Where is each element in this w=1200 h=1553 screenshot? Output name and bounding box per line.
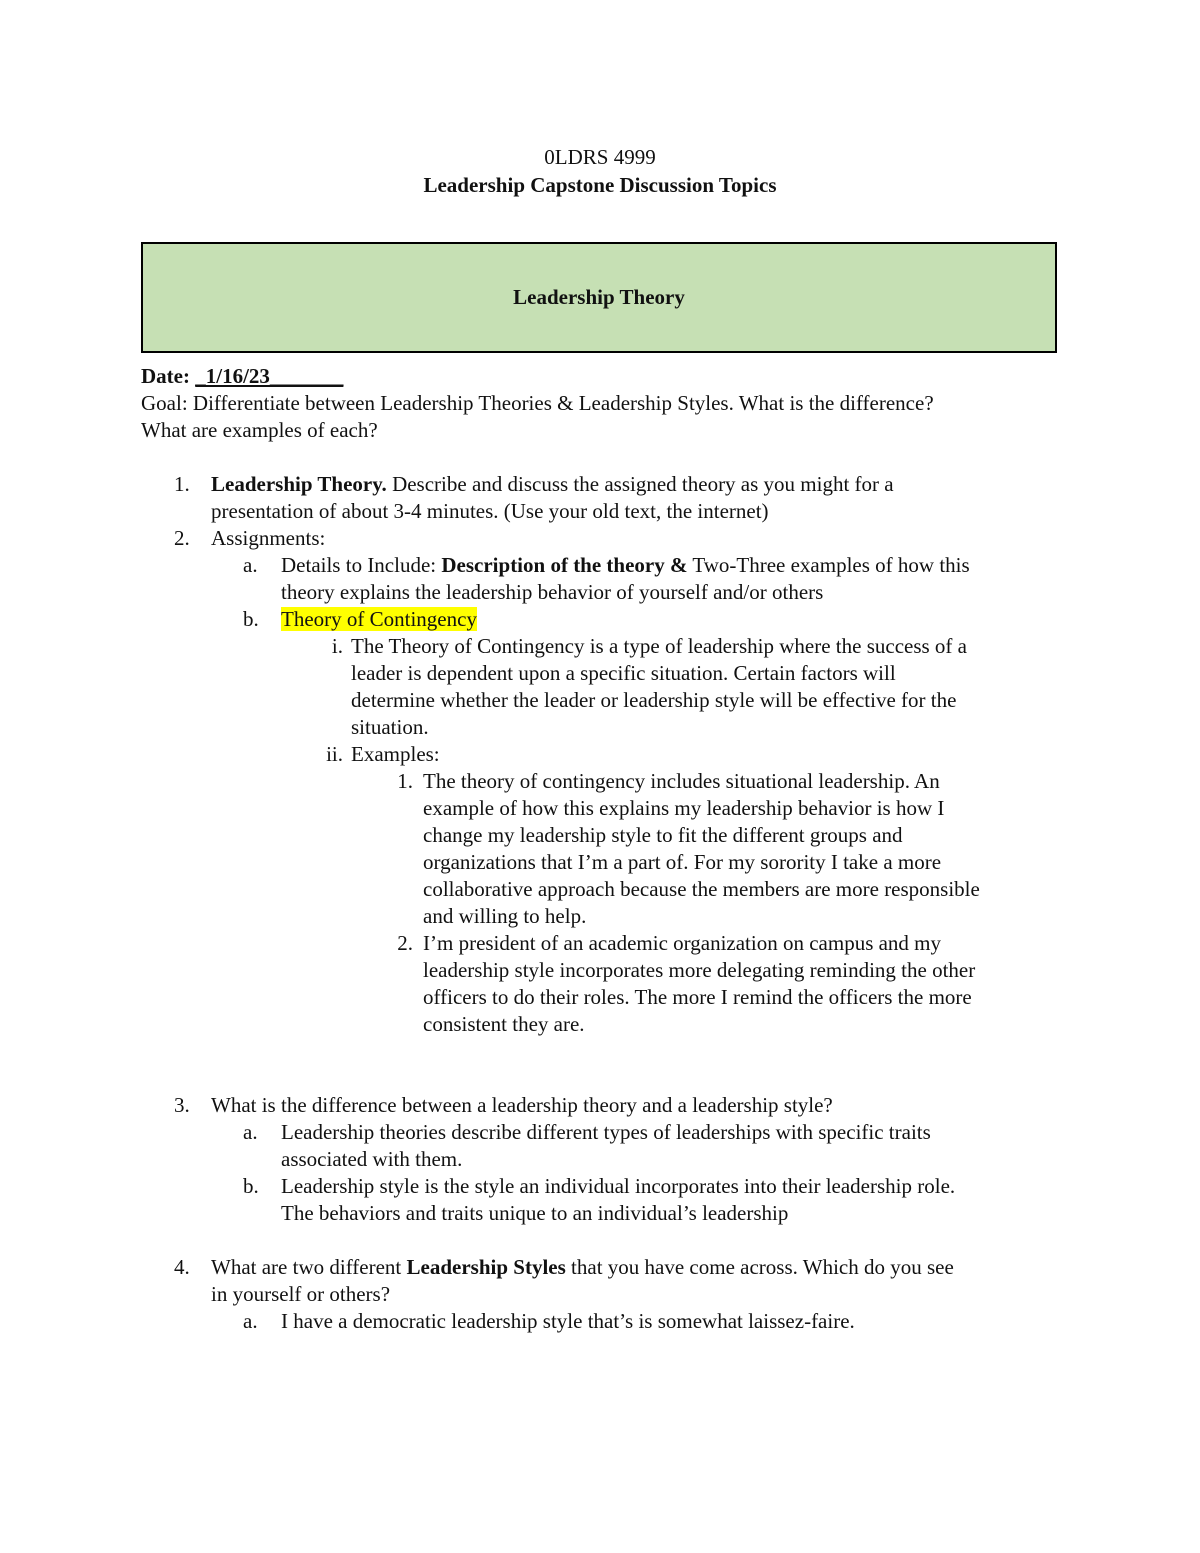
sub-item-2b xyxy=(243,606,1061,1038)
document-body xyxy=(141,363,1061,1335)
section-banner-title: Leadership Theory xyxy=(513,285,685,309)
sub-item-3a xyxy=(243,1119,1061,1173)
item-4-rest: that you have come across. Which do you see xyxy=(565,1255,954,1279)
section-banner xyxy=(141,242,1057,353)
list-marker: i. xyxy=(331,634,343,658)
text-line: consistent they are. xyxy=(423,1012,585,1036)
text-line: change my leadership style to fit the different groups and xyxy=(423,823,903,847)
item-1-text-line-2: presentation of about 3-4 minutes. (Use your old text, the internet) xyxy=(211,499,769,523)
list-item-3 xyxy=(174,1092,1061,1227)
list-marker: b. xyxy=(243,1174,259,1198)
date-value: _1/16/23_______ xyxy=(195,364,344,388)
list-marker: 2. xyxy=(174,526,190,550)
text-line: leadership style incorporates more delegating reminding the other xyxy=(423,958,976,982)
list-marker: 3. xyxy=(174,1093,190,1117)
list-marker: b. xyxy=(243,607,259,631)
sub-item-2a-line-2: theory explains the leadership behavior of yourself and/or others xyxy=(281,580,824,604)
sub-item-2a-bold: Description of the theory & xyxy=(441,553,688,577)
list-marker: 1. xyxy=(397,769,413,793)
sub-item-2a-prefix: Details to Include: xyxy=(281,553,442,577)
item-4-line-2: in yourself or others? xyxy=(211,1282,391,1306)
topic-list xyxy=(174,471,1061,1335)
list-marker: a. xyxy=(243,553,258,577)
example-2 xyxy=(397,930,1061,1038)
date-line xyxy=(141,363,1061,390)
text-line: The behaviors and traits unique to an individual’s leadership xyxy=(281,1201,789,1225)
list-item-2 xyxy=(174,525,1061,1038)
examples-label: Examples: xyxy=(351,742,440,766)
list-marker: 2. xyxy=(397,931,413,955)
course-code: 0LDRS 4999 xyxy=(544,145,656,169)
list-item-1 xyxy=(174,471,1061,525)
sub-item-2b-i xyxy=(331,633,1061,741)
text-line: Leadership style is the style an individual incorporates into their leadership role. xyxy=(281,1174,956,1198)
document-title: Leadership Capstone Discussion Topics xyxy=(423,173,777,197)
item-1-heading: Leadership Theory. xyxy=(211,472,387,496)
item-1-text: Describe and discuss the assigned theory as you might for a xyxy=(386,472,894,496)
sub-item-4a xyxy=(243,1308,1061,1335)
item-4-bold: Leadership Styles xyxy=(406,1255,566,1279)
highlighted-theory-name: Theory of Contingency xyxy=(281,607,477,631)
item-4-prefix: What are two different xyxy=(211,1255,407,1279)
text-line: situation. xyxy=(351,715,429,739)
text-line: collaborative approach because the members are more responsible xyxy=(423,877,980,901)
list-marker: 4. xyxy=(174,1255,190,1279)
date-label: Date: xyxy=(141,364,190,388)
text-line: associated with them. xyxy=(281,1147,463,1171)
text-line: The Theory of Contingency is a type of leadership where the success of a xyxy=(351,634,967,658)
list-marker: 1. xyxy=(174,472,190,496)
item-2-label: Assignments: xyxy=(211,526,326,550)
text-line: The theory of contingency includes situational leadership. An xyxy=(423,769,940,793)
list-marker: a. xyxy=(243,1309,258,1333)
text-line: I’m president of an academic organization on campus and my xyxy=(423,931,942,955)
text-line: officers to do their roles. The more I remind the officers the more xyxy=(423,985,972,1009)
list-item-4 xyxy=(174,1254,1061,1335)
list-marker: a. xyxy=(243,1120,258,1144)
text-line: leader is dependent upon a specific situation. Certain factors will xyxy=(351,661,896,685)
text-line: and willing to help. xyxy=(423,904,587,928)
goal-line-1: Goal: Differentiate between Leadership Theories & Leadership Styles. What is the difference? xyxy=(141,391,934,415)
document-header xyxy=(0,143,1200,199)
text-line: Leadership theories describe different types of leaderships with specific traits xyxy=(281,1120,931,1144)
text-line: organizations that I’m a part of. For my sorority I take a more xyxy=(423,850,942,874)
text-line: example of how this explains my leadership behavior is how I xyxy=(423,796,945,820)
text-line: I have a democratic leadership style that’s is somewhat laissez-faire. xyxy=(281,1309,855,1333)
sub-item-3b xyxy=(243,1173,1061,1227)
example-1 xyxy=(397,768,1061,930)
list-marker: ii. xyxy=(326,742,343,766)
sub-item-2b-ii xyxy=(326,741,1061,1038)
sub-item-2a-rest: Two-Three examples of how this xyxy=(687,553,970,577)
goal-line-2: What are examples of each? xyxy=(141,418,378,442)
text-line: determine whether the leader or leadership style will be effective for the xyxy=(351,688,957,712)
item-3-question: What is the difference between a leadership theory and a leadership style? xyxy=(211,1093,833,1117)
sub-item-2a xyxy=(243,552,1061,606)
